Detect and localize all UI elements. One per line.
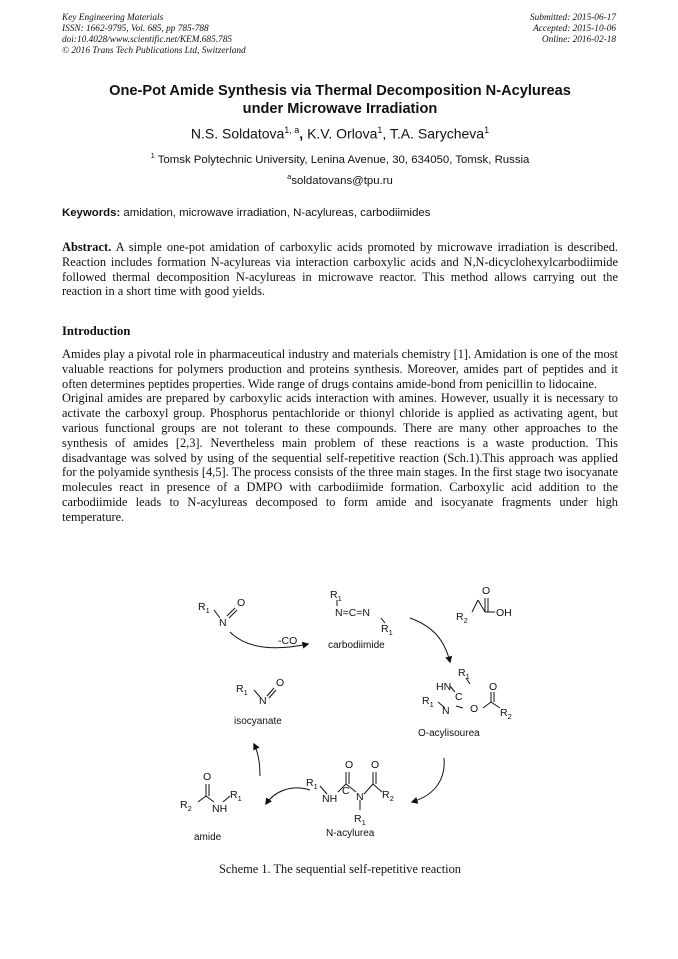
- introduction-body: [62, 347, 618, 525]
- title-line-1: One-Pot Amide Synthesis via Thermal Decomposition N-Acylureas: [109, 83, 571, 99]
- email-line: [62, 170, 618, 188]
- amide-r1: $R_1$: [230, 789, 242, 803]
- author-list: [62, 121, 618, 143]
- author-name: T.A. Sarycheva: [389, 125, 485, 142]
- author-name: N.S. Soldatova: [190, 125, 285, 142]
- title-line-2: under Microwave Irradiation: [242, 101, 438, 117]
- start-n: N: [219, 617, 227, 629]
- acylurea-r1b: $R_1$: [354, 813, 366, 827]
- acylurea-label: N-acylurea: [326, 828, 375, 839]
- abstract-label: Abstract.: [62, 240, 112, 254]
- co-loss-label: -CO: [278, 635, 298, 647]
- acylisourea-n: N: [442, 705, 450, 717]
- scheme-caption: Scheme 1. The sequential self-repetitive reaction: [219, 862, 461, 876]
- carbodiimide-r1-top: $R_1$: [330, 589, 342, 603]
- author-affiliation-mark: 1: [484, 125, 490, 135]
- doi-line: doi:10.4028/www.scientific.net/KEM.685.785: [62, 35, 232, 45]
- reaction-scheme: [170, 572, 530, 850]
- journal-header-right: [470, 13, 616, 46]
- acylisourea-r1b: $R_1$: [422, 695, 434, 709]
- acylurea-o1: O: [345, 759, 354, 771]
- acid-oh: OH: [496, 607, 512, 619]
- acylurea-nh: NH: [322, 793, 338, 805]
- acylisourea-hn: HN: [436, 681, 452, 693]
- acylurea-n: N: [356, 791, 364, 803]
- journal-name: Key Engineering Materials: [62, 13, 164, 23]
- carbodiimide-chain: N=C=N: [335, 607, 371, 619]
- isocyanate-o: O: [276, 677, 285, 689]
- carbodiimide-r1-bottom: $R_1$: [381, 623, 393, 637]
- acid-o: O: [482, 585, 491, 597]
- email-mark: a: [287, 172, 292, 181]
- issn-line: ISSN: 1662-9795, Vol. 685, pp 785-788: [62, 24, 209, 34]
- section-heading-introduction: Introduction: [62, 324, 131, 338]
- journal-header-left: [62, 13, 246, 57]
- intro-paragraph: Amides play a pivotal role in pharmaceutical industry and materials chemistry [1]. Amidation is one of the most valuable reactions for polymers production and proteins synthesis. Moreover, amides part of peptides and it often determines peptides properties. Wide range of drugs contains amide-bond from penicillin to lidocaine.: [62, 347, 618, 391]
- acylurea-c: C: [342, 785, 350, 797]
- amide-r2: $R_2$: [180, 799, 192, 813]
- isocyanate-n: N: [259, 695, 267, 707]
- isocyanate-label: isocyanate: [234, 716, 282, 727]
- acylisourea-r1: $R_1$: [458, 667, 470, 681]
- amide-nh: NH: [212, 803, 228, 815]
- paper-title: [62, 82, 618, 118]
- accepted-date: Accepted: 2015-10-06: [533, 24, 616, 34]
- keywords-label: Keywords:: [62, 207, 121, 219]
- affiliation: [62, 149, 618, 167]
- acylurea-o2: O: [371, 759, 380, 771]
- submitted-date: Submitted: 2015-06-17: [530, 13, 616, 23]
- keywords: [62, 206, 618, 220]
- abstract-text: A simple one-pot amidation of carboxylic acids promoted by microwave irradiation is described. Reaction includes formation N-acylureas via interaction carboxylic acids and N,N-dicyclohexylcarbodiimide followed thermal decomposition N-acylureas in microwave reactor. This method allows carrying out the reaction in a short time with good yields.: [62, 240, 618, 299]
- amide-label: amide: [194, 832, 222, 843]
- copyright-line: © 2016 Trans Tech Publications Ltd, Switzerland: [62, 46, 246, 56]
- start-o: O: [237, 597, 246, 609]
- acylisourea-label: O-acylisourea: [418, 728, 480, 739]
- affiliation-text: Tomsk Polytechnic University, Lenina Avenue, 30, 634050, Tomsk, Russia: [157, 153, 530, 166]
- abstract: [62, 240, 618, 299]
- carbodiimide-label: carbodiimide: [328, 640, 385, 651]
- acylurea-r1: $R_1$: [306, 777, 318, 791]
- acylisourea-c: C: [455, 691, 463, 703]
- author-name: K.V. Orlova: [307, 125, 378, 142]
- keywords-text: amidation, microwave irradiation, N-acylureas, carbodiimides: [123, 207, 431, 219]
- acylisourea-o2: O: [489, 681, 498, 693]
- start-r1: $R_1$: [198, 601, 210, 615]
- amide-o: O: [203, 771, 212, 783]
- acylurea-r2: $R_2$: [382, 789, 394, 803]
- acylisourea-r2: $R_2$: [500, 707, 512, 721]
- author-separator: ,: [299, 125, 304, 142]
- online-date: Online: 2016-02-18: [541, 35, 616, 45]
- acylisourea-o1: O: [470, 703, 479, 715]
- acid-r2: $R_2$: [456, 611, 468, 625]
- author-affiliation-mark: 1, a: [284, 125, 300, 135]
- affiliation-mark: 1: [150, 151, 155, 160]
- intro-paragraph: Original amides are prepared by carboxylic acids interaction with amines. However, usually it is necessary to activate the carboxyl group. Phosphorus pentachloride or thionyl chloride is applied as activating agent, but various functional groups are not tolerant to these compounds. There are many other approaches to the synthesis of amides [2,3]. Nevertheless main problem of these reactions is a waste production. This disadvantage was solved by using of the sequential self-repetitive reaction (Sch.1).This approach was applied for the polyamide synthesis [4,5]. The process consists of the three main stages. In the first stage two isocyanate molecules react in presence of a DMPO with carbodiimide formation. Carboxylic acid addition to the carbodiimide leads to N-acylureas decomposed to form amide and isocyanate fragments under high temperature.: [62, 391, 618, 524]
- isocyanate-r1: $R_1$: [236, 683, 248, 697]
- email-address[interactable]: soldatovans@tpu.ru: [291, 174, 393, 187]
- author-separator: ,: [382, 125, 387, 142]
- author-affiliation-mark: 1: [377, 125, 383, 135]
